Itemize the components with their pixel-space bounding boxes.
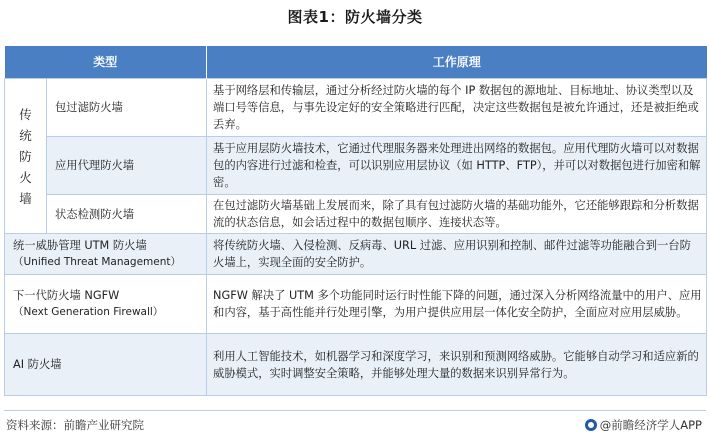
table-header-row — [5, 46, 707, 79]
row-type-ngfw-line2: （Next Generation Firewall） — [13, 306, 164, 318]
table-row — [5, 137, 707, 195]
brand-credit — [585, 417, 702, 433]
row-principle-utm: 将传统防火墙、入侵检测、反病毒、URL 过滤、应用识别和控制、邮件过滤等功能融合到一台防火墙上，实现全面的安全防护。 — [207, 234, 707, 275]
row-principle-stateful: 在包过滤防火墙基础上发展而来，除了具有包过滤防火墙的基础功能外，它还能够跟踪和分析数据流的状态信息，如会话过程中的数据包顺序、连接状态等。 — [207, 195, 707, 234]
row-type-ai: AI 防火墙 — [5, 334, 207, 396]
firewall-classification-table — [4, 46, 707, 396]
row-type-utm-line2: （Unified Threat Management） — [13, 256, 182, 268]
source-note: 资料来源：前瞻产业研究院 — [6, 418, 144, 432]
brand-logo-icon — [585, 419, 597, 431]
footer-divider — [4, 410, 706, 411]
row-principle-app-proxy: 基于应用层防火墙技术，它通过代理服务器来处理进出网络的数据包。应用代理防火墙可以对数据包的内容进行过滤和检查，可以识别应用层协议（如 HTTP、FTP），并可以对数据包进行加密和解密。 — [207, 137, 707, 195]
table-title: 图表1：防火墙分类 — [287, 8, 423, 26]
row-type-utm — [5, 234, 207, 275]
row-principle-ngfw: NGFW 解决了 UTM 多个功能同时运行时性能下降的问题，通过深入分析网络流量中的用户、应用和内容，基于高性能并行处理引擎，为用户提供应用层一体化安全防护，全面应对应用层威胁。 — [207, 275, 707, 334]
traditional-firewall-label: 传统防火墙 — [19, 106, 32, 206]
row-principle-packet-filter: 基于网络层和传输层，通过分析经过防火墙的每个 IP 数据包的源地址、目标地址、协议类型以及端口号等信息，与事先设定好的安全策略进行匹配，决定这些数据包是被允许通过，还是被拒绝或丢弃。 — [207, 79, 707, 137]
row-type-utm-line1: 统一威胁管理 UTM 防火墙 — [13, 239, 147, 252]
header-principle: 工作原理 — [207, 46, 707, 79]
table-row — [5, 234, 707, 275]
row-type-stateful: 状态检测防火墙 — [47, 195, 207, 234]
table-row — [5, 195, 707, 234]
table-row — [5, 79, 707, 137]
traditional-firewall-group-label — [5, 79, 47, 234]
row-type-app-proxy: 应用代理防火墙 — [47, 137, 207, 195]
header-type: 类型 — [5, 46, 207, 79]
row-type-ngfw — [5, 275, 207, 334]
table-row — [5, 275, 707, 334]
row-type-packet-filter: 包过滤防火墙 — [47, 79, 207, 137]
brand-credit-text: @前瞻经济学人APP — [599, 418, 702, 432]
table-row — [5, 334, 707, 396]
row-type-ngfw-line1: 下一代防火墙 NGFW — [13, 289, 120, 302]
row-principle-ai: 利用人工智能技术，如机器学习和深度学习，来识别和预测网络威胁。它能够自动学习和适应新的威胁模式，实时调整安全策略，并能够处理大量的数据来识别异常行为。 — [207, 334, 707, 396]
